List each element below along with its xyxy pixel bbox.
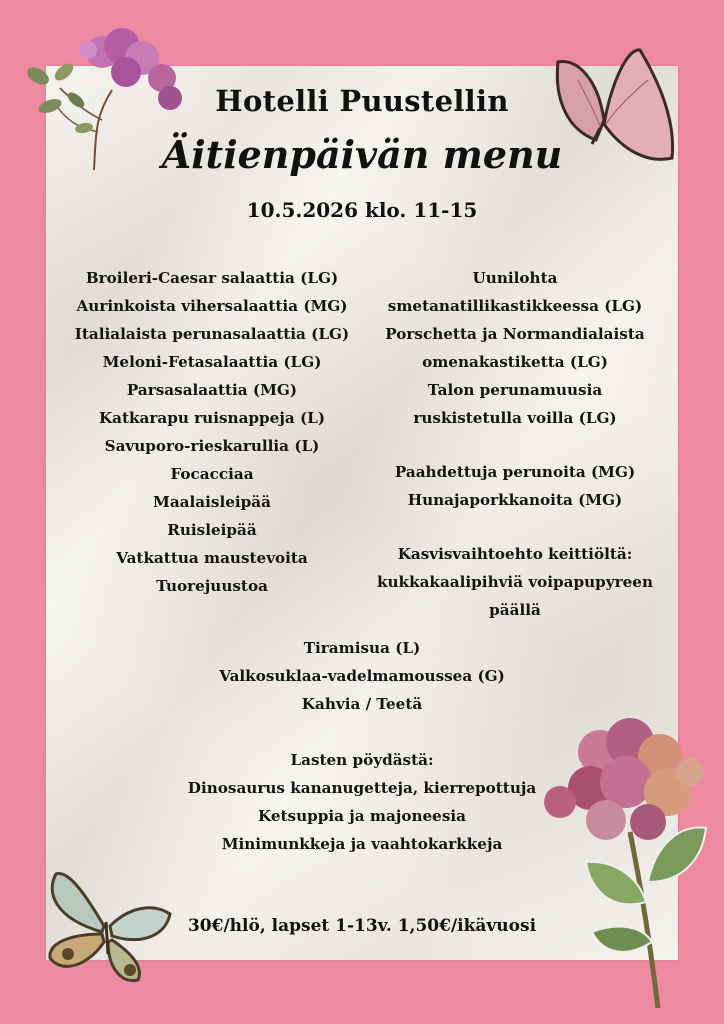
menu-item: Italialaista perunasalaattia (LG) bbox=[74, 325, 350, 343]
menu-item: Katkarapu ruisnappeja (L) bbox=[98, 409, 326, 427]
menu-item: Valkosuklaa-vadelmamoussea (G) bbox=[219, 667, 505, 685]
menu-item: Parsasalaattia (MG) bbox=[126, 381, 298, 399]
price-info: 30€/hlö, lapset 1-13v. 1,50€/ikävuosi bbox=[187, 916, 537, 936]
menu-item: Tuorejuustoa bbox=[156, 577, 268, 595]
menu-item: Ketsuppia ja majoneesia bbox=[258, 807, 466, 825]
menu-item: Maalaisleipää bbox=[153, 493, 271, 511]
menu-item: Uunilohta bbox=[472, 269, 558, 287]
menu-title: Äitienpäivän menu bbox=[161, 132, 563, 177]
menu-item: Vatkattua maustevoita bbox=[116, 549, 308, 567]
spacer bbox=[356, 514, 674, 540]
menu-right-column bbox=[356, 264, 674, 624]
menu-item: omenakastiketta (LG) bbox=[422, 353, 608, 371]
spacer bbox=[356, 432, 674, 458]
menu-item: Meloni-Fetasalaattia (LG) bbox=[102, 353, 322, 371]
dessert-section bbox=[0, 634, 724, 718]
menu-item: Paahdettuja perunoita (MG) bbox=[394, 463, 636, 481]
menu-item: smetanatillikastikkeessa (LG) bbox=[387, 297, 643, 315]
menu-item: Porschetta ja Normandialaista bbox=[385, 325, 645, 343]
menu-item: Dinosaurus kananugetteja, kierrepottuja bbox=[187, 779, 537, 797]
menu-item: Tiramisua (L) bbox=[303, 639, 421, 657]
kids-heading: Lasten pöydästä: bbox=[290, 751, 434, 769]
menu-item: Kahvia / Teetä bbox=[301, 695, 423, 713]
menu-item: Aurinkoista vihersalaattia (MG) bbox=[76, 297, 348, 315]
menu-item: Hunajaporkkanoita (MG) bbox=[407, 491, 623, 509]
menu-item: Kasvisvaihtoehto keittiöltä: bbox=[397, 545, 633, 563]
menu-item: Ruisleipää bbox=[167, 521, 257, 539]
event-date-time: 10.5.2026 klo. 11-15 bbox=[246, 198, 478, 222]
hotel-name: Hotelli Puustellin bbox=[215, 84, 509, 118]
menu-item: Focacciaa bbox=[170, 465, 254, 483]
menu-item: Minimunkkeja ja vaahtokarkkeja bbox=[221, 835, 503, 853]
kids-section bbox=[0, 746, 724, 858]
menu-item: Talon perunamuusia bbox=[427, 381, 603, 399]
menu-item: Broileri-Caesar salaattia (LG) bbox=[85, 269, 339, 287]
menu-item: ruskistetulla voilla (LG) bbox=[413, 409, 617, 427]
menu-item: Savuporo-rieskarullia (L) bbox=[104, 437, 320, 455]
menu-item: päällä bbox=[489, 601, 541, 619]
menu-left-column bbox=[46, 264, 378, 600]
menu-item: kukkakaalipihviä voipapupyreen bbox=[376, 573, 653, 591]
